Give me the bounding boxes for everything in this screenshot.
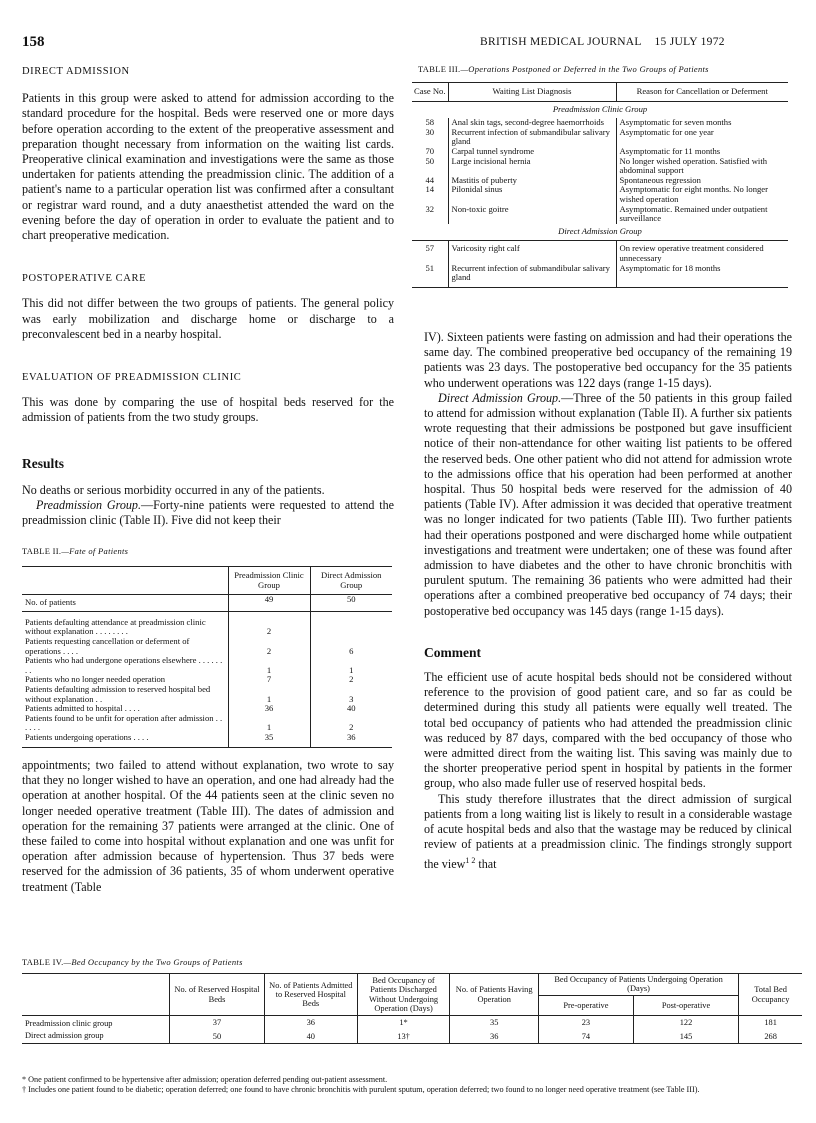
table-4-title: —Bed Occupancy by the Two Groups of Patients: [63, 957, 243, 967]
evaluation-heading: EVALUATION OF PREADMISSION CLINIC: [22, 372, 242, 384]
table-row: 70 Carpal tunnel syndrome Asymptomatic for 11 months: [412, 147, 788, 157]
citation-superscript: 1 2: [465, 855, 476, 865]
table-2-caption: [22, 546, 128, 556]
footnote-dagger: † Includes one patient found to be diabetic; operation deferred; one found to have chronic bronchitis with purulent sputum, operation deferred; two found to no longer need operative treatment (see Table III).: [22, 1085, 700, 1094]
table-3-col-reason: Reason for Cancellation or Deferment: [616, 83, 788, 102]
direct-admission-text: Patients in this group were asked to attend for admission according to the standard procedure for the hospital. Beds were reserved one or more days before operation according to the extent of the preoperative assessment and preparation thought necessary from information on the waiting list cards. Preoperative clinical examination and investigations were the same as those undertaken for patients attending the preadmission clinic. The addition of a patient's name to a particular operation list was confirmed after a consultant or registrar ward round, and a duty anaesthetist attended the ward on the evening before the day of operation in order to evaluate the patient and to chart preoperative medication.: [22, 91, 394, 243]
table-4-col-preop: Pre-operative: [538, 995, 633, 1015]
table-2-total-label: No. of patients: [25, 597, 76, 608]
table-row: 14 Pilonidal sinus Asymptomatic for eight months. No longer wished operation: [412, 185, 788, 204]
results-paragraph-1: No deaths or serious morbidity occurred in any of the patients.: [22, 482, 325, 497]
table-row: Patients found to be unfit for operation after admission . . . . . . 1 2: [22, 714, 392, 733]
footnote-asterisk: * One patient confirmed to be hypertensive after admission; operation deferred pending out-patient assessment.: [22, 1075, 388, 1084]
results-heading: Results: [22, 455, 65, 471]
table-4-blank-header: [22, 974, 170, 1016]
page-number: 158: [22, 34, 45, 50]
table-row: 50 Large incisional hernia No longer wished operation. Satisfied with abdominal support: [412, 157, 788, 176]
table-4: [22, 973, 802, 1044]
table-4-col-total: Total Bed Occupancy: [739, 974, 802, 1016]
table-2-title: —Fate of Patients: [61, 546, 129, 556]
postoperative-care-heading: POSTOPERATIVE CARE: [22, 273, 147, 285]
table-3: [412, 82, 788, 288]
postoperative-care-text: This did not differ between the two groups of patients. The general policy was early mobilization and discharge home or discharge to a preconvalescent bed in a nearby hospital.: [22, 296, 394, 341]
table-2-blank-header: [22, 567, 228, 595]
table-4-col-reserved: No. of Reserved Hospital Beds: [170, 974, 265, 1016]
table-row: Patients defaulting attendance at preadmission clinic without explanation . . . . . . . . 2: [22, 618, 392, 637]
table-row: Preadmission clinic group 37 36 1* 35 23 122 181: [22, 1016, 802, 1030]
table-row: 58 Anal skin tags, second-degree haemorrhoids Asymptomatic for seven months: [412, 118, 788, 128]
journal-name: BRITISH MEDICAL JOURNAL: [480, 36, 642, 48]
table-3-title: —Operations Postponed or Deferred in the Two Groups of Patients: [460, 64, 709, 74]
evaluation-text: This was done by comparing the use of hospital beds reserved for the admission of patients from the two study groups.: [22, 395, 394, 425]
table-row: Patients who had undergone operations elsewhere . . . . . . . . 1 1: [22, 656, 392, 675]
preadmission-group-text: —Forty-nine patients were requested to attend the preadmission clinic (Table II). Five did not keep their: [22, 498, 394, 528]
left-continuation-text: appointments; two failed to attend without explanation, two wrote to say that they no longer wished to have an operation, and one had already had the operation at another hospital. Of the 44 patients seen at the clinic seven no longer needed operative treatment (Table III). The dates of admission and operation for the remaining 37 patients were arranged at the clinic. One of these failed to come into hospital without explanation and one was unfit for operation after admission because of hypertension. Thus 37 beds were reserved for the admission of 36 patients, 35 of whom underwent operative treatment (Table: [22, 758, 394, 894]
comment-heading: Comment: [424, 644, 481, 660]
left-column-continued: [22, 758, 394, 895]
results-paragraph-2: [22, 498, 394, 528]
table-2-col-direct: Direct Admission Group: [310, 567, 392, 595]
table-row: Direct admission group 50 40 13† 36 74 145 268: [22, 1030, 802, 1044]
table-4-col-postop: Post-operative: [633, 995, 738, 1015]
right-paragraph-1: IV). Sixteen patients were fasting on admission and had their operations the same day. The combined preoperative bed occupancy of the remaining 19 patients was 23 days. The postoperative bed occupancy for the 35 patients who underwent operations was 122 days (range 1-15 days).: [424, 330, 792, 390]
table-2-total-preadmission: 49: [228, 595, 310, 612]
right-column: [424, 330, 792, 872]
table-4-col-discharged: Bed Occupancy of Patients Discharged Without Undergoing Operation (Days): [357, 974, 450, 1016]
table-3-group-direct: Direct Admission Group: [412, 224, 788, 241]
table-row: Patients defaulting admission to reserved hospital bed without explanation . . 1 3: [22, 685, 392, 704]
issue-date: 15 JULY 1972: [654, 36, 725, 48]
direct-admission-heading: DIRECT ADMISSION: [22, 66, 130, 77]
table-row: 51 Recurrent infection of submandibular salivary gland Asymptomatic for 18 months: [412, 264, 788, 288]
table-2-col-preadmission: Preadmission Clinic Group: [228, 567, 310, 595]
comment-paragraph-2: This study therefore illustrates that the direct admission of surgical patients from a long waiting list is likely to result in a considerable wastage of acute hospital beds and also that the wastage may be reduced by clinical review of patients at a preadmission clinic. The findings strongly support the view$^{1 2}$ that: [424, 791, 792, 871]
table-row: Patients who no longer needed operation 7 2: [22, 675, 392, 685]
direct-admission-group-lead: Direct Admission Group.: [438, 390, 562, 405]
table-4-label: TABLE IV.: [22, 957, 64, 967]
running-header: [480, 36, 725, 48]
direct-admission-group-text: —Three of the 50 patients in this group failed to attend for admission without explanation (Table II). A further six patients wrote requesting that their admissions be postponed but gave insufficient notice of their non-attendance for other waiting list patients to be offered the reserved beds. One other patient who did not attend for admission wrote to the admissions office that his operation had been performed at another hospital. Thus 50 hospital beds were reserved for the admission of 40 patients (Table IV). After admission it was decided that operative treatment was no longer indicated for two patients (Table III). Two further patients had their operations postponed and were discharged home while outpatient investigations and treatment were undertaken; one of these was found after admission to have diabetes and the other to have chronic bronchitis with purulent sputum. The remaining 36 patients who were admitted had their operations after a combined preoperative bed occupancy of 74 days; their postoperative bed occupancy was 145 days (range 1-15 days).: [424, 390, 792, 618]
table-row: 32 Non-toxic goitre Asymptomatic. Remained under outpatient surveillance: [412, 205, 788, 224]
table-2-total-direct: 50: [310, 595, 392, 612]
comment-paragraph-1: The efficient use of acute hospital beds should not be considered without reference to the provision of good patient care, and so far as could be determined during this study all patients were equally well treated. The total bed occupancy of patients who had attended the preadmission clinic was reduced by 87 days, compared with the bed occupancy of those who were admitted direct from the waiting list. This saving was mainly due to the shorter preoperative period spent in hospital by patients in the former group, who also made fuller use of reserved hospital beds.: [424, 670, 792, 791]
table-2-label: TABLE II.: [22, 546, 62, 556]
table-4-col-undergoing: Bed Occupancy of Patients Undergoing Operation (Days): [538, 974, 738, 996]
table-4-caption: [22, 957, 243, 967]
table-4-col-having-op: No. of Patients Having Operation: [450, 974, 539, 1016]
table-2: [22, 566, 392, 748]
preadmission-group-lead: Preadmission Group.: [36, 498, 141, 513]
table-3-caption: [418, 64, 709, 74]
table-4-footnotes: [22, 1075, 802, 1095]
table-row: 30 Recurrent infection of submandibular salivary gland Asymptomatic for one year: [412, 128, 788, 147]
table-3-col-case: Case No.: [414, 86, 446, 96]
table-4-col-admitted: No. of Patients Admitted to Reserved Hospital Beds: [264, 974, 357, 1016]
table-3-label: TABLE III.: [418, 64, 461, 74]
table-row: Patients undergoing operations . . . . 35 36: [22, 733, 392, 747]
table-row: Patients admitted to hospital . . . . 36 40: [22, 704, 392, 714]
left-column: [22, 64, 394, 528]
table-row: Patients requesting cancellation or deferment of operations . . . . 2 6: [22, 637, 392, 656]
table-row: 44 Mastitis of puberty Spontaneous regression: [412, 176, 788, 186]
right-paragraph-2: [424, 391, 792, 619]
table-row: 57 Varicosity right calf On review operative treatment considered unnecessary: [412, 241, 788, 264]
table-3-group-preadmission: Preadmission Clinic Group: [552, 103, 648, 114]
table-3-col-diagnosis: Waiting List Diagnosis: [448, 83, 616, 102]
